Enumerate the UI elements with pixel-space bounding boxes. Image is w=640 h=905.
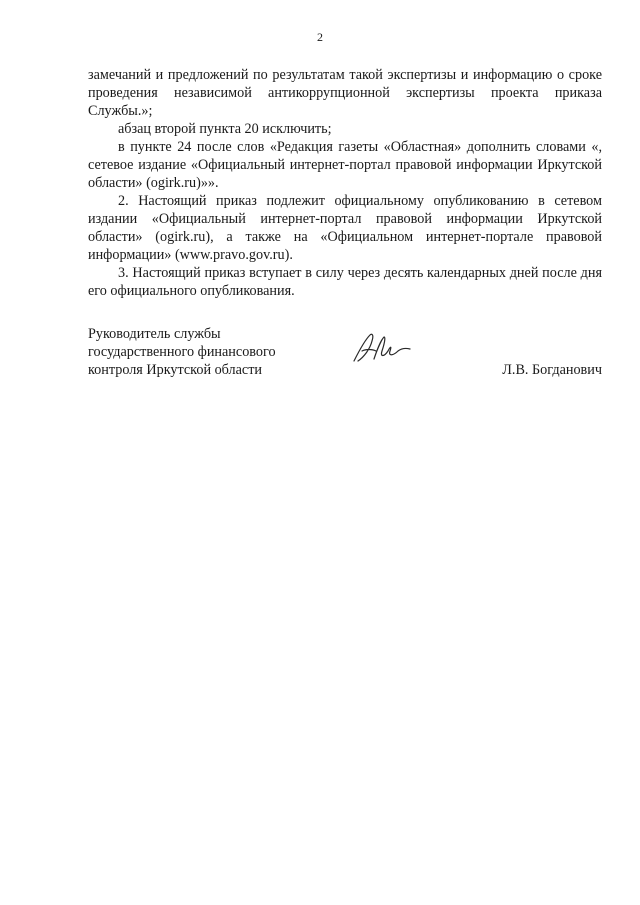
- paragraph-item: 2. Настоящий приказ подлежит официальному опубликованию в сетевом издании «Официальный интернет-портал правовой информации Иркутской области» (ogirk.ru), а также на «Официальном интернет-портале правовой информации» (www.pravo.gov.ru).: [88, 193, 602, 263]
- paragraph-item: в пункте 24 после слов «Редакция газеты «Областная» дополнить словами «, сетевое издание «Официальный интернет-портал правовой информации Иркутской области» (ogirk.ru)»».: [88, 139, 602, 191]
- handwritten-signature: [350, 331, 412, 365]
- paragraph-item: абзац второй пункта 20 исключить;: [118, 121, 332, 137]
- page-number: 2: [317, 30, 323, 44]
- document-body: [88, 66, 602, 300]
- signer-position: [88, 325, 276, 379]
- signer-name: Л.В. Богданович: [502, 362, 602, 378]
- paragraph-continuation: замечаний и предложений по результатам такой экспертизы и информацию о сроке проведения независимой антикоррупционной экспертизы проекта приказа Службы.»;: [88, 67, 602, 119]
- signer-position-line: контроля Иркутской области: [88, 362, 263, 378]
- signature-block: [88, 325, 602, 385]
- paragraph-item: 3. Настоящий приказ вступает в силу через десять календарных дней после дня его официального опубликования.: [88, 265, 602, 299]
- signer-position-line: государственного финансового: [88, 344, 276, 360]
- signer-position-line: Руководитель службы: [88, 326, 221, 342]
